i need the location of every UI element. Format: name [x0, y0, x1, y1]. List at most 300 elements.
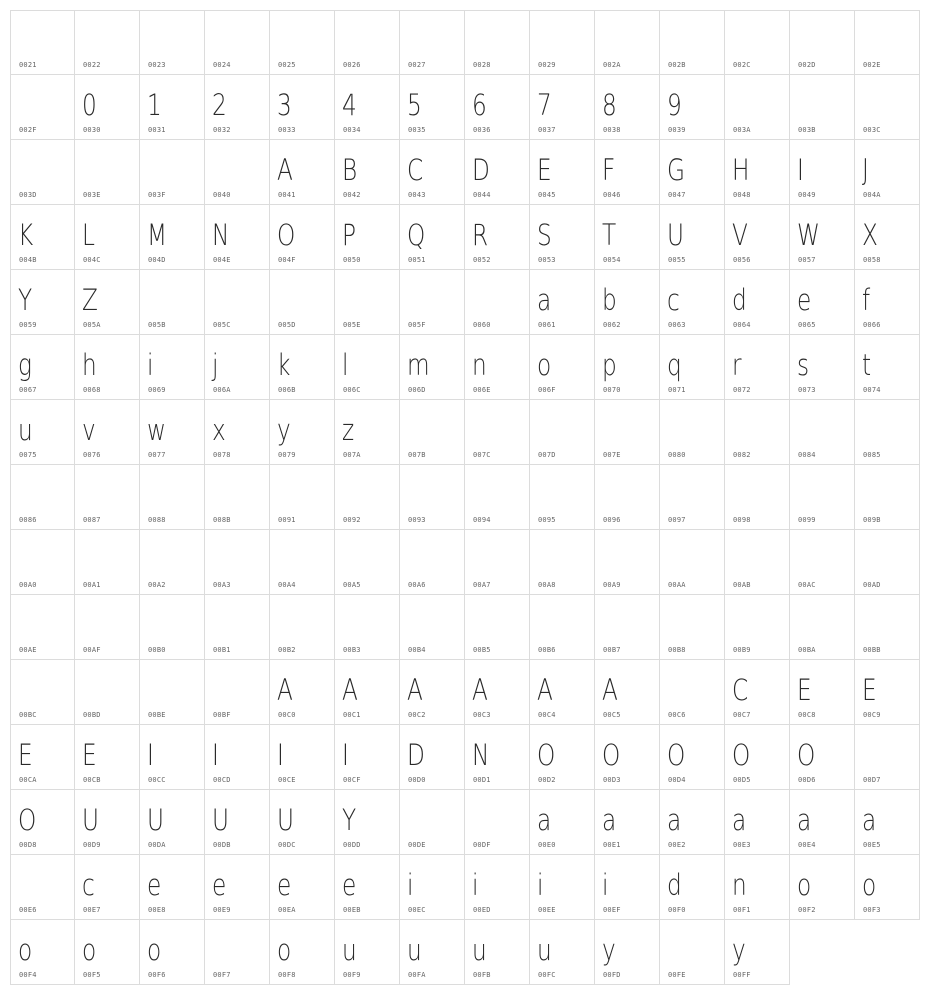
glyph-cell [530, 205, 595, 270]
glyph-codepoint: 0094 [473, 516, 491, 524]
glyph-char: A [602, 673, 618, 707]
glyph-cell [335, 660, 400, 725]
glyph-codepoint: 003D [19, 191, 37, 199]
glyph-char: u [537, 933, 552, 967]
glyph-char: r [732, 348, 742, 382]
glyph-cell [465, 140, 530, 205]
glyph-char: a [667, 803, 682, 837]
glyph-cell [75, 920, 140, 985]
glyph-cell [725, 855, 790, 920]
glyph-cell [855, 335, 920, 400]
glyph-cell [140, 140, 205, 205]
glyph-char: O [732, 738, 751, 772]
glyph-cell [465, 530, 530, 595]
glyph-char: E [862, 673, 877, 707]
glyph-codepoint: 0042 [343, 191, 361, 199]
glyph-codepoint: 0096 [603, 516, 621, 524]
glyph-cell [270, 530, 335, 595]
glyph-cell [270, 10, 335, 75]
glyph-char: D [407, 738, 425, 772]
glyph-cell [530, 855, 595, 920]
glyph-codepoint: 0031 [148, 126, 166, 134]
glyph-char: U [212, 803, 229, 837]
glyph-cell [790, 10, 855, 75]
glyph-cell [530, 400, 595, 465]
glyph-codepoint: 00FD [603, 971, 621, 979]
glyph-codepoint: 0050 [343, 256, 361, 264]
glyph-char: q [667, 348, 682, 382]
glyph-char: i [537, 868, 544, 902]
glyph-cell [335, 465, 400, 530]
glyph-char: Z [82, 283, 98, 317]
glyph-cell [10, 920, 75, 985]
glyph-char: O [18, 803, 37, 837]
glyph-cell [10, 660, 75, 725]
glyph-codepoint: 00E7 [83, 906, 101, 914]
glyph-cell [10, 140, 75, 205]
glyph-codepoint: 00DC [278, 841, 296, 849]
glyph-cell [790, 790, 855, 855]
glyph-cell [205, 465, 270, 530]
glyph-cell [855, 75, 920, 140]
glyph-cell [660, 465, 725, 530]
glyph-cell [465, 400, 530, 465]
glyph-cell [335, 725, 400, 790]
glyph-codepoint: 0064 [733, 321, 751, 329]
glyph-codepoint: 00B3 [343, 646, 361, 654]
glyph-codepoint: 00D7 [863, 776, 881, 784]
glyph-cell [140, 10, 205, 75]
glyph-char: T [602, 218, 617, 252]
glyph-codepoint: 00BA [798, 646, 816, 654]
glyph-codepoint: 0058 [863, 256, 881, 264]
glyph-codepoint: 005F [408, 321, 426, 329]
glyph-codepoint: 00AF [83, 646, 101, 654]
glyph-codepoint: 00A3 [213, 581, 231, 589]
glyph-codepoint: 0055 [668, 256, 686, 264]
glyph-codepoint: 002F [19, 126, 37, 134]
glyph-codepoint: 00FC [538, 971, 556, 979]
glyph-cell [205, 205, 270, 270]
glyph-codepoint: 00D3 [603, 776, 621, 784]
glyph-cell [465, 270, 530, 335]
glyph-codepoint: 00DE [408, 841, 426, 849]
glyph-codepoint: 0066 [863, 321, 881, 329]
glyph-char: o [862, 868, 877, 902]
glyph-cell [400, 75, 465, 140]
glyph-codepoint: 00E4 [798, 841, 816, 849]
glyph-char: e [147, 868, 162, 902]
glyph-cell [595, 270, 660, 335]
glyph-codepoint: 0034 [343, 126, 361, 134]
glyph-codepoint: 007B [408, 451, 426, 459]
glyph-char: 9 [667, 88, 682, 122]
glyph-cell [10, 530, 75, 595]
glyph-codepoint: 00EE [538, 906, 556, 914]
glyph-char: e [212, 868, 227, 902]
glyph-codepoint: 0072 [733, 386, 751, 394]
glyph-char: N [212, 218, 230, 252]
glyph-codepoint: 00B8 [668, 646, 686, 654]
glyph-cell [75, 725, 140, 790]
glyph-codepoint: 0069 [148, 386, 166, 394]
glyph-char: a [537, 803, 552, 837]
glyph-cell [270, 725, 335, 790]
glyph-cell [725, 10, 790, 75]
glyph-codepoint: 0070 [603, 386, 621, 394]
glyph-cell [205, 595, 270, 660]
glyph-codepoint: 00F4 [19, 971, 37, 979]
glyph-cell [725, 920, 790, 985]
glyph-char: z [342, 413, 355, 447]
glyph-cell [790, 75, 855, 140]
glyph-cell [725, 530, 790, 595]
glyph-cell [660, 10, 725, 75]
glyph-char: 3 [277, 88, 292, 122]
glyph-cell [75, 660, 140, 725]
glyph-codepoint: 00F5 [83, 971, 101, 979]
glyph-char: I [212, 738, 219, 772]
glyph-char: m [407, 348, 430, 382]
glyph-cell [75, 465, 140, 530]
glyph-char: b [602, 283, 617, 317]
glyph-cell [855, 790, 920, 855]
glyph-char: a [862, 803, 877, 837]
glyph-char: e [797, 283, 812, 317]
glyph-char: i [602, 868, 609, 902]
glyph-cell [10, 335, 75, 400]
glyph-cell [790, 205, 855, 270]
glyph-char: a [602, 803, 617, 837]
glyph-cell [660, 920, 725, 985]
glyph-codepoint: 00AC [798, 581, 816, 589]
glyph-char: 1 [147, 88, 162, 122]
glyph-char: E [18, 738, 33, 772]
glyph-codepoint: 00E5 [863, 841, 881, 849]
glyph-codepoint: 0088 [148, 516, 166, 524]
glyph-cell [140, 920, 205, 985]
glyph-char: e [342, 868, 357, 902]
glyph-cell [75, 75, 140, 140]
glyph-cell [75, 530, 140, 595]
glyph-codepoint: 006D [408, 386, 426, 394]
glyph-char: C [407, 153, 424, 187]
glyph-codepoint: 0085 [863, 451, 881, 459]
glyph-cell [10, 790, 75, 855]
glyph-cell [595, 920, 660, 985]
glyph-codepoint: 0059 [19, 321, 37, 329]
glyph-cell [660, 335, 725, 400]
glyph-cell [790, 270, 855, 335]
glyph-cell [530, 75, 595, 140]
glyph-codepoint: 00B2 [278, 646, 296, 654]
glyph-cell [465, 10, 530, 75]
glyph-codepoint: 00A7 [473, 581, 491, 589]
glyph-codepoint: 00A5 [343, 581, 361, 589]
glyph-codepoint: 006A [213, 386, 231, 394]
glyph-char: l [342, 348, 349, 382]
glyph-cell [75, 10, 140, 75]
glyph-char: o [537, 348, 552, 382]
glyph-char: a [797, 803, 812, 837]
glyph-char: a [537, 283, 552, 317]
glyph-cell [335, 335, 400, 400]
glyph-cell [335, 595, 400, 660]
glyph-cell [725, 205, 790, 270]
glyph-cell [400, 855, 465, 920]
glyph-char: A [472, 673, 488, 707]
glyph-char: y [277, 413, 291, 447]
glyph-cell [335, 400, 400, 465]
glyph-char: B [342, 153, 358, 187]
glyph-char: c [82, 868, 95, 902]
glyph-cell [465, 725, 530, 790]
glyph-char: D [472, 153, 490, 187]
glyph-char: M [147, 218, 168, 252]
glyph-codepoint: 0086 [19, 516, 37, 524]
glyph-cell [530, 335, 595, 400]
glyph-cell [335, 920, 400, 985]
glyph-cell [595, 10, 660, 75]
glyph-cell [140, 465, 205, 530]
glyph-codepoint: 00F3 [863, 906, 881, 914]
glyph-codepoint: 00DF [473, 841, 491, 849]
glyph-cell [855, 270, 920, 335]
glyph-codepoint: 00EF [603, 906, 621, 914]
glyph-codepoint: 00B4 [408, 646, 426, 654]
glyph-codepoint: 0067 [19, 386, 37, 394]
glyph-cell [335, 530, 400, 595]
glyph-cell [400, 595, 465, 660]
glyph-cell [660, 725, 725, 790]
glyph-cell [465, 465, 530, 530]
glyph-codepoint: 0030 [83, 126, 101, 134]
glyph-codepoint: 00B0 [148, 646, 166, 654]
glyph-cell [140, 400, 205, 465]
glyph-codepoint: 00AA [668, 581, 686, 589]
glyph-cell [595, 790, 660, 855]
glyph-codepoint: 00EA [278, 906, 296, 914]
glyph-codepoint: 00AE [19, 646, 37, 654]
glyph-codepoint: 0035 [408, 126, 426, 134]
glyph-char: V [732, 218, 748, 252]
glyph-codepoint: 0080 [668, 451, 686, 459]
glyph-codepoint: 002C [733, 61, 751, 69]
glyph-cell [140, 75, 205, 140]
glyph-char: 5 [407, 88, 422, 122]
glyph-char: W [797, 218, 820, 252]
glyph-cell [270, 335, 335, 400]
glyph-codepoint: 00EB [343, 906, 361, 914]
glyph-cell [270, 270, 335, 335]
glyph-cell [205, 140, 270, 205]
glyph-cell [725, 465, 790, 530]
glyph-cell [725, 75, 790, 140]
glyph-codepoint: 0022 [83, 61, 101, 69]
glyph-codepoint: 00C2 [408, 711, 426, 719]
glyph-cell [595, 140, 660, 205]
glyph-cell [335, 855, 400, 920]
glyph-codepoint: 0029 [538, 61, 556, 69]
glyph-cell [530, 465, 595, 530]
glyph-cell [75, 335, 140, 400]
glyph-cell [855, 660, 920, 725]
glyph-codepoint: 00F8 [278, 971, 296, 979]
glyph-char: N [472, 738, 490, 772]
glyph-cell [465, 75, 530, 140]
glyph-cell [75, 400, 140, 465]
glyph-codepoint: 0095 [538, 516, 556, 524]
glyph-cell [660, 140, 725, 205]
glyph-cell [790, 140, 855, 205]
glyph-codepoint: 0084 [798, 451, 816, 459]
glyph-cell [75, 205, 140, 270]
glyph-char: u [472, 933, 487, 967]
glyph-cell [10, 465, 75, 530]
glyph-cell [400, 205, 465, 270]
glyph-char: i [407, 868, 414, 902]
glyph-codepoint: 0037 [538, 126, 556, 134]
glyph-cell [335, 790, 400, 855]
glyph-cell [10, 75, 75, 140]
glyph-char: f [862, 283, 871, 317]
glyph-char: c [667, 283, 680, 317]
glyph-codepoint: 0071 [668, 386, 686, 394]
glyph-char: I [797, 153, 804, 187]
glyph-cell [855, 10, 920, 75]
glyph-cell [10, 725, 75, 790]
glyph-char: j [212, 348, 219, 382]
glyph-cell [205, 530, 270, 595]
glyph-cell [75, 270, 140, 335]
glyph-char: t [862, 348, 872, 382]
glyph-codepoint: 00E3 [733, 841, 751, 849]
glyph-cell [465, 335, 530, 400]
glyph-cell [335, 205, 400, 270]
glyph-char: G [667, 153, 685, 187]
glyph-cell [595, 465, 660, 530]
glyph-codepoint: 005B [148, 321, 166, 329]
glyph-char: k [277, 348, 291, 382]
glyph-codepoint: 00ED [473, 906, 491, 914]
glyph-char: E [797, 673, 812, 707]
glyph-codepoint: 005E [343, 321, 361, 329]
glyph-char: 0 [82, 88, 97, 122]
glyph-codepoint: 0082 [733, 451, 751, 459]
glyph-char: 8 [602, 88, 617, 122]
glyph-cell [205, 790, 270, 855]
glyph-char: P [342, 218, 356, 252]
glyph-cell [270, 660, 335, 725]
glyph-cell [270, 400, 335, 465]
glyph-cell [205, 725, 270, 790]
glyph-cell [10, 270, 75, 335]
glyph-codepoint: 0033 [278, 126, 296, 134]
glyph-codepoint: 00B9 [733, 646, 751, 654]
glyph-char: u [18, 413, 33, 447]
glyph-codepoint: 0023 [148, 61, 166, 69]
glyph-char: A [277, 673, 293, 707]
glyph-char: x [212, 413, 226, 447]
glyph-cell [725, 335, 790, 400]
glyph-cell [725, 790, 790, 855]
glyph-codepoint: 008B [213, 516, 231, 524]
glyph-cell [205, 335, 270, 400]
glyph-codepoint: 00F2 [798, 906, 816, 914]
glyph-cell [400, 465, 465, 530]
glyph-cell [400, 725, 465, 790]
glyph-codepoint: 00BC [19, 711, 37, 719]
glyph-codepoint: 0062 [603, 321, 621, 329]
glyph-char: e [277, 868, 292, 902]
glyph-cell [595, 855, 660, 920]
glyph-cell [595, 75, 660, 140]
glyph-codepoint: 007A [343, 451, 361, 459]
glyph-cell [335, 75, 400, 140]
glyph-codepoint: 0074 [863, 386, 881, 394]
glyph-char: w [147, 413, 166, 447]
glyph-cell [855, 400, 920, 465]
glyph-codepoint: 00CA [19, 776, 37, 784]
glyph-cell [205, 855, 270, 920]
glyph-cell [400, 530, 465, 595]
glyph-cell [660, 270, 725, 335]
glyph-cell [400, 790, 465, 855]
glyph-codepoint: 0092 [343, 516, 361, 524]
glyph-codepoint: 005A [83, 321, 101, 329]
glyph-char: F [602, 153, 616, 187]
glyph-cell [465, 920, 530, 985]
glyph-cell [205, 10, 270, 75]
glyph-cell [205, 920, 270, 985]
glyph-codepoint: 00E6 [19, 906, 37, 914]
glyph-char: O [797, 738, 816, 772]
glyph-codepoint: 0040 [213, 191, 231, 199]
glyph-char: J [862, 153, 869, 187]
glyph-codepoint: 0039 [668, 126, 686, 134]
glyph-cell [140, 335, 205, 400]
glyph-codepoint: 0076 [83, 451, 101, 459]
glyph-cell [790, 335, 855, 400]
glyph-codepoint: 0068 [83, 386, 101, 394]
glyph-char: R [472, 218, 489, 252]
glyph-cell [725, 595, 790, 660]
glyph-codepoint: 00DD [343, 841, 361, 849]
glyph-codepoint: 00CF [343, 776, 361, 784]
glyph-char: Y [18, 283, 33, 317]
glyph-cell [140, 270, 205, 335]
glyph-codepoint: 00A6 [408, 581, 426, 589]
glyph-char: y [602, 933, 616, 967]
glyph-codepoint: 00D0 [408, 776, 426, 784]
glyph-char: Y [342, 803, 357, 837]
glyph-cell [10, 400, 75, 465]
glyph-cell [855, 725, 920, 790]
glyph-cell [790, 660, 855, 725]
glyph-codepoint: 00CC [148, 776, 166, 784]
glyph-cell [400, 400, 465, 465]
glyph-codepoint: 00CB [83, 776, 101, 784]
glyph-codepoint: 00C0 [278, 711, 296, 719]
glyph-codepoint: 00A4 [278, 581, 296, 589]
glyph-codepoint: 004E [213, 256, 231, 264]
glyph-cell [660, 205, 725, 270]
glyph-char: O [602, 738, 621, 772]
glyph-codepoint: 006B [278, 386, 296, 394]
glyph-codepoint: 00E8 [148, 906, 166, 914]
glyph-char: 7 [537, 88, 552, 122]
glyph-cell [205, 75, 270, 140]
